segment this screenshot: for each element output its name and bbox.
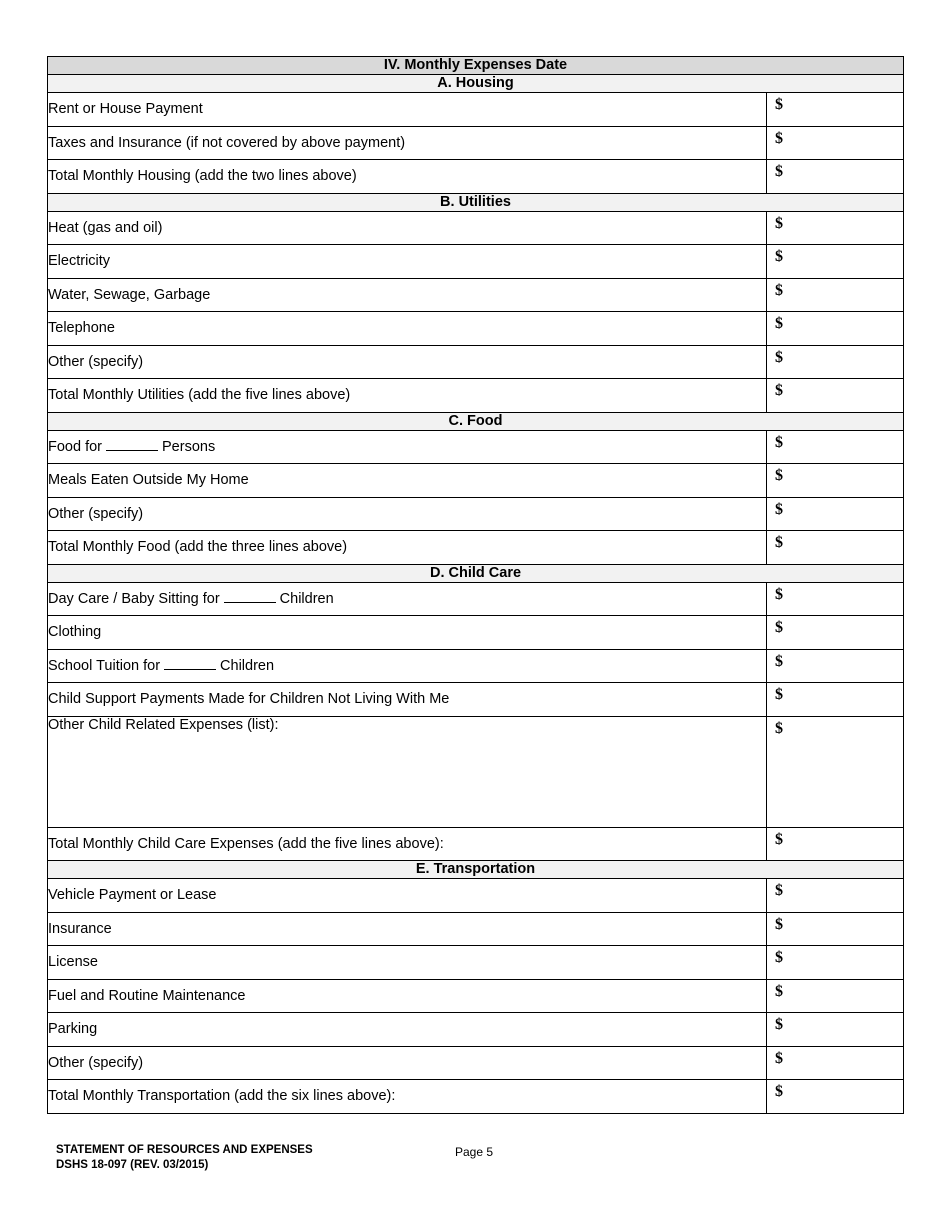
dollar-sign: $ (775, 467, 783, 484)
persons-count-blank[interactable] (106, 438, 158, 451)
section-child-care-heading: D. Child Care (48, 564, 904, 582)
dollar-sign: $ (775, 248, 783, 265)
footer-form-code: DSHS 18-097 (REV. 03/2015) (56, 1159, 209, 1171)
dollar-sign: $ (775, 348, 783, 366)
section-food-heading: C. Food (48, 412, 904, 430)
utilities-telephone-amount-field[interactable] (767, 312, 904, 346)
child-care-total-amount-field[interactable] (767, 827, 904, 861)
utilities-water-amount-field[interactable] (767, 278, 904, 312)
dollar-sign: $ (775, 719, 783, 737)
dollar-sign: $ (775, 214, 783, 232)
transport-parking-label: Parking (48, 1013, 767, 1047)
dollar-sign: $ (775, 652, 783, 670)
dollar-sign: $ (775, 882, 783, 899)
dollar-sign: $ (775, 500, 783, 518)
utilities-other-amount-field[interactable] (767, 345, 904, 379)
transport-insurance-amount-field[interactable] (767, 912, 904, 946)
transport-license-amount-field[interactable] (767, 946, 904, 980)
housing-total-amount-field[interactable] (767, 160, 904, 194)
tuition-children-blank[interactable] (164, 657, 216, 670)
food-persons-amount-field[interactable] (767, 430, 904, 464)
transport-insurance-label: Insurance (48, 912, 767, 946)
day-care-children-blank[interactable] (224, 590, 276, 603)
transport-fuel-amount-field[interactable] (767, 979, 904, 1013)
dollar-sign: $ (775, 315, 783, 332)
dollar-sign: $ (775, 96, 783, 113)
dollar-sign: $ (775, 1016, 783, 1033)
dollar-sign: $ (775, 1049, 783, 1067)
utilities-electricity-label: Electricity (48, 245, 767, 279)
section-housing-heading: A. Housing (48, 75, 904, 93)
dollar-sign: $ (775, 619, 783, 636)
food-meals-out-label: Meals Eaten Outside My Home (48, 464, 767, 498)
dollar-sign: $ (775, 163, 783, 180)
day-care-prefix: Day Care / Baby Sitting for (48, 591, 220, 608)
utilities-total-label: Total Monthly Utilities (add the five lines above) (48, 379, 767, 413)
dollar-sign: $ (775, 949, 783, 966)
utilities-water-label: Water, Sewage, Garbage (48, 278, 767, 312)
monthly-expenses-table (47, 56, 904, 1114)
dollar-sign: $ (775, 433, 783, 451)
food-total-label: Total Monthly Food (add the three lines above) (48, 531, 767, 565)
child-care-other-amount-field[interactable] (767, 716, 904, 827)
food-for-suffix: Persons (162, 439, 216, 456)
housing-total-label: Total Monthly Housing (add the two lines above) (48, 160, 767, 194)
utilities-other-label: Other (specify) (48, 345, 767, 379)
food-total-amount-field[interactable] (767, 531, 904, 565)
transport-parking-amount-field[interactable] (767, 1013, 904, 1047)
tuition-suffix: Children (220, 658, 275, 675)
food-other-amount-field[interactable] (767, 497, 904, 531)
child-care-clothing-amount-field[interactable] (767, 616, 904, 650)
footer-form-title: STATEMENT OF RESOURCES AND EXPENSES (56, 1144, 313, 1156)
utilities-heat-label: Heat (gas and oil) (48, 211, 767, 245)
food-for-prefix: Food for (48, 439, 102, 456)
child-care-clothing-label: Clothing (48, 616, 767, 650)
transport-total-label: Total Monthly Transportation (add the six lines above): (48, 1080, 767, 1114)
transport-fuel-label: Fuel and Routine Maintenance (48, 979, 767, 1013)
transport-total-amount-field[interactable] (767, 1080, 904, 1114)
tuition-prefix: School Tuition for (48, 658, 161, 675)
housing-rent-amount-field[interactable] (767, 93, 904, 127)
child-care-other-label[interactable]: Other Child Related Expenses (list): (48, 716, 767, 827)
dollar-sign: $ (775, 982, 783, 1000)
utilities-total-amount-field[interactable] (767, 379, 904, 413)
housing-taxes-amount-field[interactable] (767, 126, 904, 160)
section-transportation-heading: E. Transportation (48, 861, 904, 879)
day-care-suffix: Children (279, 591, 334, 608)
utilities-heat-amount-field[interactable] (767, 211, 904, 245)
food-persons-label (48, 430, 767, 464)
transport-other-label: Other (specify) (48, 1046, 767, 1080)
dollar-sign: $ (775, 534, 783, 551)
child-care-tuition-amount-field[interactable] (767, 649, 904, 683)
child-care-tuition-label (48, 649, 767, 683)
dollar-sign: $ (775, 382, 783, 399)
transport-license-label: License (48, 946, 767, 980)
section-utilities-heading: B. Utilities (48, 193, 904, 211)
dollar-sign: $ (775, 585, 783, 603)
utilities-electricity-amount-field[interactable] (767, 245, 904, 279)
food-other-label: Other (specify) (48, 497, 767, 531)
transport-vehicle-label: Vehicle Payment or Lease (48, 879, 767, 913)
dollar-sign: $ (775, 830, 783, 848)
dollar-sign: $ (775, 686, 783, 703)
transport-vehicle-amount-field[interactable] (767, 879, 904, 913)
form-title: IV. Monthly Expenses Date (48, 57, 904, 75)
child-care-support-amount-field[interactable] (767, 683, 904, 717)
child-care-support-label: Child Support Payments Made for Children Not Living With Me (48, 683, 767, 717)
dollar-sign: $ (775, 129, 783, 147)
child-care-total-label: Total Monthly Child Care Expenses (add the five lines above): (48, 827, 767, 861)
child-care-day-care-label (48, 582, 767, 616)
food-meals-out-amount-field[interactable] (767, 464, 904, 498)
housing-taxes-label: Taxes and Insurance (if not covered by above payment) (48, 126, 767, 160)
dollar-sign: $ (775, 281, 783, 299)
footer-page-number: Page 5 (455, 1145, 494, 1159)
utilities-telephone-label: Telephone (48, 312, 767, 346)
dollar-sign: $ (775, 1083, 783, 1100)
child-care-day-care-amount-field[interactable] (767, 582, 904, 616)
dollar-sign: $ (775, 915, 783, 933)
transport-other-amount-field[interactable] (767, 1046, 904, 1080)
housing-rent-label: Rent or House Payment (48, 93, 767, 127)
